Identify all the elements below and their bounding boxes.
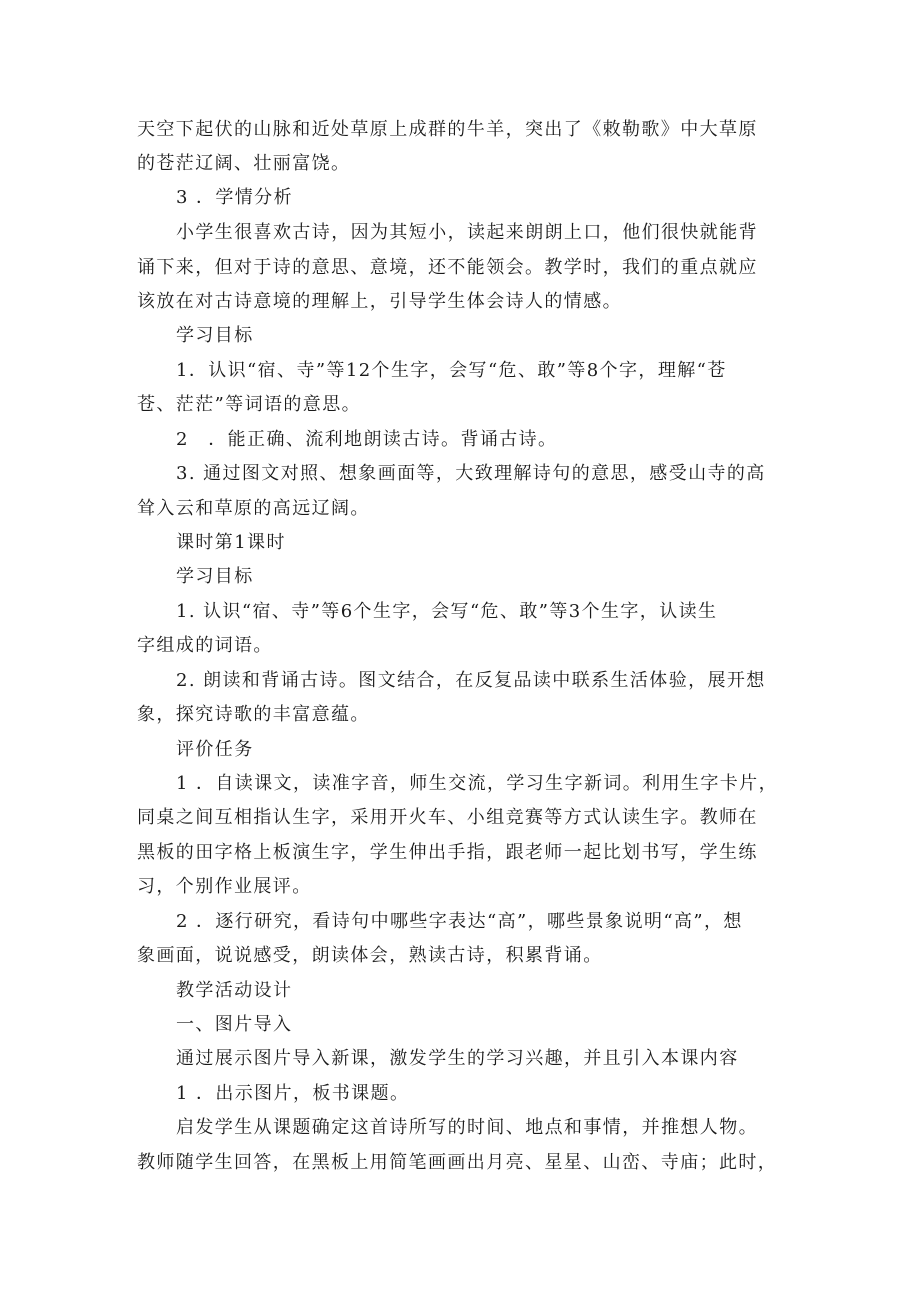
section-heading: 学习目标	[176, 325, 254, 346]
text-line: 苍、茫茫”等词语的意思。	[137, 394, 362, 415]
text-line: 诵下来，但对于诗的意思、意境，还不能领会。教学时，我们的重点就应	[137, 257, 758, 278]
text-line: 习，个别作业展评。	[137, 876, 312, 897]
text-line: 象画面，说说感受，朗读体会，熟读古诗，积累背诵。	[137, 945, 603, 966]
section-heading: 一、图片导入	[176, 1014, 293, 1035]
section-heading: 课时第1课时	[176, 532, 286, 553]
text-line: 黑板的田字格上板演生字，学生伸出手指，跟老师一起比划书写，学生练	[137, 842, 758, 863]
section-heading: 评价任务	[176, 739, 254, 760]
section-heading: 3 ．学情分析	[176, 187, 293, 208]
text-line: 同桌之间互相指认生字，采用开火车、小组竞赛等方式认读生字。教师在	[137, 807, 758, 828]
text-line: 教师随学生回答，在黑板上用简笔画画出月亮、星星、山峦、寺庙；此时，	[137, 1152, 778, 1173]
text-line: 1 ．自读课文，读准字音，师生交流，学习生字新词。利用生字卡片，	[176, 773, 778, 794]
text-line: 3. 通过图文对照、想象画面等，大致理解诗句的意思，感受山寺的高	[176, 463, 766, 484]
text-line: 象，探究诗歌的丰富意蕴。	[137, 704, 370, 725]
text-line: 1. 认识“宿、寺”等6个生字，会写“危、敢”等3个生字，认读生	[176, 601, 718, 622]
text-line: 1 ．出示图片，板书课题。	[176, 1083, 410, 1104]
text-line: 字组成的词语。	[137, 635, 273, 656]
text-line: 小学生很喜欢古诗，因为其短小，读起来朗朗上口，他们很快就能背	[176, 222, 758, 243]
text-line: 2. 朗读和背诵古诗。图文结合，在反复品读中联系生活体验，展开想	[176, 670, 766, 691]
section-heading: 教学活动设计	[176, 980, 293, 1001]
text-line: 天空下起伏的山脉和近处草原上成群的牛羊，突出了《敕勒歌》中大草原	[137, 119, 758, 140]
text-line: 该放在对古诗意境的理解上，引导学生体会诗人的情感。	[137, 291, 622, 312]
text-line: 1．认识“宿、寺”等12个生字，会写“危、敢”等8个字，理解“苍	[176, 360, 727, 381]
text-line: 耸入云和草原的高远辽阔。	[137, 498, 370, 519]
text-line: 通过展示图片导入新课，激发学生的学习兴趣，并且引入本课内容	[176, 1048, 739, 1069]
text-line: 启发学生从课题确定这首诗所写的时间、地点和事情，并推想人物。	[176, 1117, 758, 1138]
text-line: 的苍茫辽阔、壮丽富饶。	[137, 153, 351, 174]
section-heading: 学习目标	[176, 566, 254, 587]
text-line: 2 ．能正确、流利地朗读古诗。背诵古诗。	[176, 429, 558, 450]
text-line: 2 ．逐行研究，看诗句中哪些字表达“高”，哪些景象说明“高”，想	[176, 911, 743, 932]
